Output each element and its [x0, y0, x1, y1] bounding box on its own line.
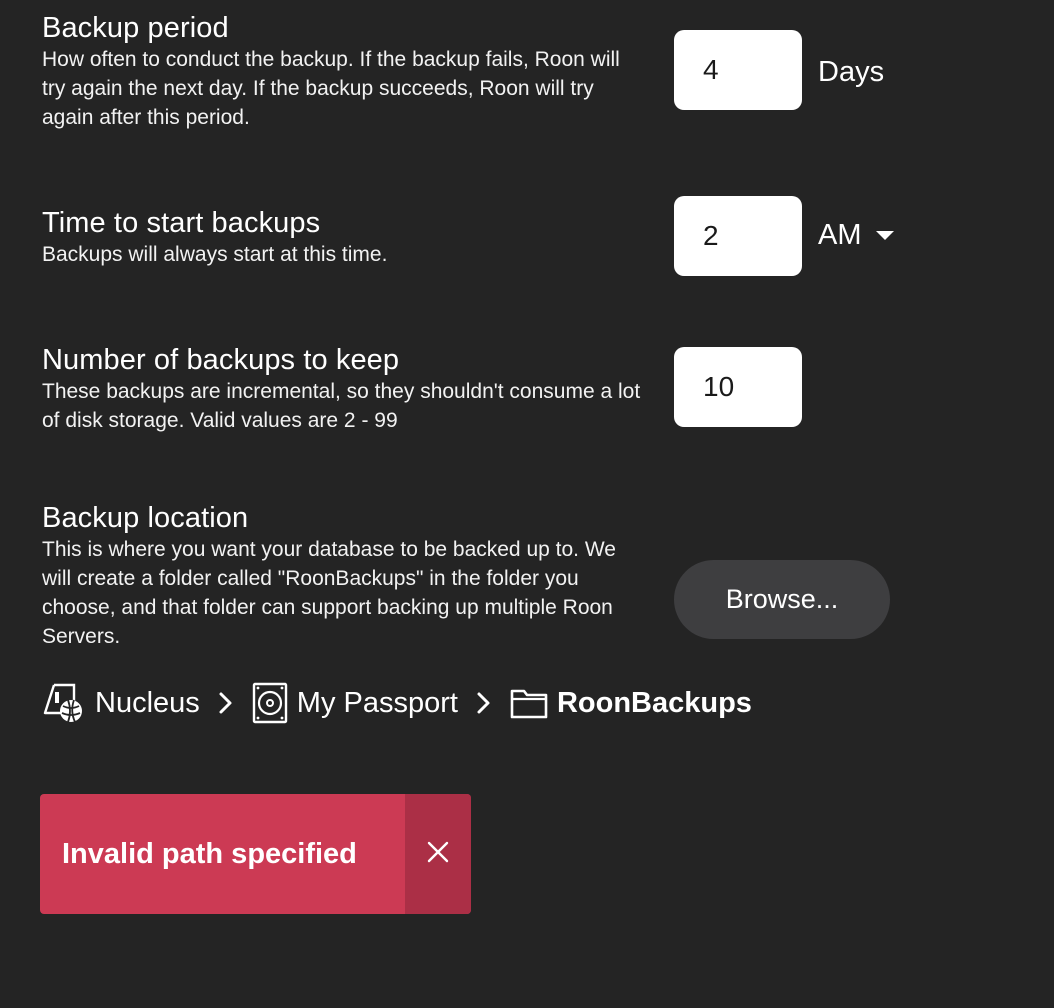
- folder-icon: [510, 687, 548, 719]
- breadcrumb-label: RoonBackups: [556, 686, 752, 719]
- backup-period-description: How often to conduct the backup. If the backup fails, Roon will try again the next day. If the backup succeeds, Roon will try again after this period.: [42, 48, 620, 129]
- browse-button[interactable]: Browse...: [674, 560, 890, 639]
- breadcrumb-item-roonbackups[interactable]: [510, 687, 752, 720]
- chevron-right-icon: [476, 691, 492, 715]
- backup-period-title: Backup period: [42, 12, 229, 44]
- start-time-section: [42, 206, 642, 269]
- ampm-dropdown[interactable]: [818, 218, 894, 252]
- backup-period-unit: Days: [818, 56, 885, 88]
- breadcrumb-item-nucleus[interactable]: [42, 682, 200, 724]
- start-time-description: Backups will always start at this time.: [42, 243, 388, 266]
- backup-location-section: [42, 501, 642, 651]
- error-toast: [40, 794, 471, 914]
- start-time-input[interactable]: [674, 196, 802, 276]
- nucleus-server-icon: [42, 682, 86, 724]
- close-icon: [427, 841, 449, 868]
- breadcrumb-label: My Passport: [296, 686, 458, 719]
- backup-period-input[interactable]: [674, 30, 802, 110]
- toast-message: Invalid path specified: [62, 838, 357, 870]
- start-time-title: Time to start backups: [42, 207, 321, 239]
- chevron-right-icon: [218, 691, 234, 715]
- toast-close-button[interactable]: [405, 794, 471, 914]
- backups-to-keep-title: Number of backups to keep: [42, 344, 400, 376]
- backup-location-title: Backup location: [42, 502, 249, 534]
- breadcrumb: [42, 680, 752, 726]
- backups-to-keep-description: These backups are incremental, so they shouldn't consume a lot of disk storage. Valid values are 2 - 99: [42, 380, 641, 432]
- breadcrumb-item-my-passport[interactable]: [252, 682, 458, 724]
- hard-drive-icon: [252, 682, 288, 724]
- backup-period-section: [42, 11, 642, 132]
- breadcrumb-label: Nucleus: [95, 686, 200, 719]
- backup-location-description: This is where you want your database to be backed up to. We will create a folder called "RoonBackups" in the folder you choose, and that folder can support backing up multiple Roon Servers.: [42, 538, 616, 648]
- backups-to-keep-section: [42, 343, 642, 435]
- backups-to-keep-input[interactable]: [674, 347, 802, 427]
- chevron-down-icon: [876, 231, 894, 240]
- ampm-value: AM: [818, 219, 862, 251]
